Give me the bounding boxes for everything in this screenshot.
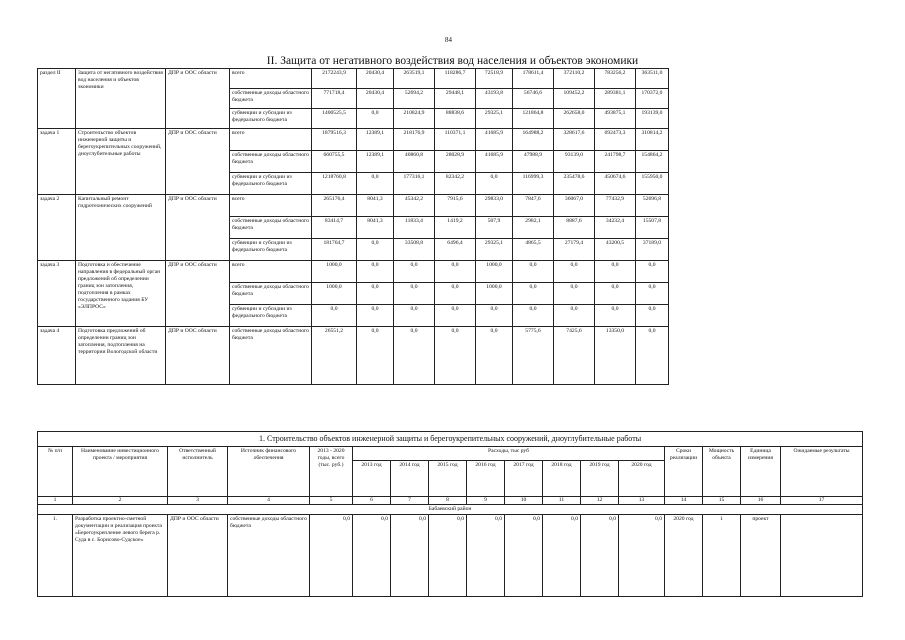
detail-row [38,515,863,597]
funding-source: всего [230,69,312,89]
header-source: Источник финансового обеспечения [228,447,310,497]
amount-cell: 0,0 [312,305,357,327]
amount-cell: 52694,2 [394,89,435,109]
funding-source: собственные доходы областного бюджета [230,151,312,173]
amount-cell: 660755,5 [312,151,357,173]
amount-cell: 40860,8 [394,151,435,173]
amount-cell: 771718,4 [312,89,357,109]
amount-cell: 0,0 [595,305,636,327]
header-capacity: Мощность объекта [703,447,741,497]
summary-row [38,261,669,283]
amount-cell: 0,0 [394,305,435,327]
project-executor: ДПР и ООС области [168,515,228,597]
detail-section-title: 1. Строительство объектов инженерной защиты и берегоукрепительных сооружений, дноуглубительные работы [38,432,863,447]
block-code: задача 1 [38,129,76,195]
header-results: Ожидаемые результаты [781,447,863,497]
amount-cell: 7915,6 [435,195,476,217]
column-number: 3 [168,497,228,505]
amount-cell: 27179,4 [554,239,595,261]
amount-cell: 8887,6 [554,217,595,239]
amount-cell: 72518,9 [476,69,513,89]
detail-table [37,431,863,597]
header-year: 2020 год [619,461,665,497]
amount-cell: 8041,3 [357,195,394,217]
header-year: 2016 год [467,461,505,497]
amount-cell: 5775,6 [513,327,554,385]
amount-cell: 15507,8 [636,217,669,239]
header-unit: Единица измерения [741,447,781,497]
amount-cell: 41685,9 [476,151,513,173]
column-number: 10 [505,497,543,505]
amount-cell: 0,0 [476,305,513,327]
amount-cell: 4865,5 [513,239,554,261]
project-capacity: 1 [703,515,741,597]
amount-cell: 0,0 [357,173,394,195]
amount-cell: 235478,6 [554,173,595,195]
block-executor: ДПР и ООС области [166,261,230,327]
column-number: 9 [467,497,505,505]
amount-cell: 37189,0 [636,239,669,261]
block-executor: ДПР и ООС области [166,69,230,129]
column-number: 5 [310,497,353,505]
block-name: Подготовка предложений об определении границ зон затопления, подтопления на территории Вологодской области [76,327,166,385]
column-number: 7 [391,497,429,505]
row-number: 1. [38,515,73,597]
header-year: 2013 год [353,461,391,497]
amount-cell: 121864,8 [513,109,554,129]
block-code: задача 4 [38,327,76,385]
block-code: раздел II [38,69,76,129]
amount-cell: 11833,4 [394,217,435,239]
amount-cell: 372110,2 [554,69,595,89]
amount-cell: 0,0 [467,515,505,597]
amount-cell: 0,0 [357,283,394,305]
column-number: 17 [781,497,863,505]
block-name: Подготовка и обеспечение направления в федеральный орган предложений об определении границ зон затопления, подтопления в рамках государственного задания БУ «ЭЛПРОС» [76,261,166,327]
amount-cell: 218176,9 [394,129,435,151]
amount-cell: 0,0 [357,109,394,129]
amount-cell: 0,0 [476,327,513,385]
column-number: 12 [581,497,619,505]
header-year: 2014 год [391,461,429,497]
amount-cell: 26551,2 [312,327,357,385]
amount-cell: 43193,8 [476,89,513,109]
amount-cell: 93139,0 [554,151,595,173]
amount-cell: 0,0 [394,327,435,385]
amount-cell: 2982,1 [513,217,554,239]
block-name: Капитальный ремонт гидротехнических сооружений [76,195,166,261]
amount-cell: 265176,4 [312,195,357,217]
amount-cell: 0,0 [554,261,595,283]
funding-source: субвенции и субсидии из федерального бюджета [230,109,312,129]
summary-row [38,195,669,217]
amount-cell: 0,0 [429,515,467,597]
amount-cell: 0,0 [391,515,429,597]
amount-cell: 56746,6 [513,89,554,109]
amount-cell: 1218760,8 [312,173,357,195]
funding-source: всего [230,261,312,283]
amount-cell: 36067,0 [554,195,595,217]
header-expenses: Расходы, тыс руб [353,447,665,461]
amount-cell: 0,0 [435,305,476,327]
amount-cell: 263519,1 [394,69,435,89]
amount-cell: 0,0 [476,173,513,195]
amount-cell: 0,0 [435,327,476,385]
amount-cell: 164988,2 [513,129,554,151]
amount-cell: 43200,5 [595,239,636,261]
amount-cell: 82342,2 [435,173,476,195]
amount-cell: 6496,4 [435,239,476,261]
amount-cell: 1000,0 [312,283,357,305]
amount-cell: 118286,7 [435,69,476,89]
header-year: 2017 год [505,461,543,497]
amount-cell: 0,0 [581,515,619,597]
amount-cell: 12389,1 [357,151,394,173]
amount-cell: 507,9 [476,217,513,239]
amount-cell: 116999,3 [513,173,554,195]
amount-cell: 0,0 [357,261,394,283]
amount-cell: 1419,2 [435,217,476,239]
funding-source: всего [230,195,312,217]
amount-cell: 7425,6 [554,327,595,385]
amount-cell: 0,0 [619,515,665,597]
amount-cell: 28028,9 [435,151,476,173]
amount-cell: 34232,4 [595,217,636,239]
amount-cell: 1400525,5 [312,109,357,129]
amount-cell: 0,0 [513,305,554,327]
amount-cell: 493875,1 [595,109,636,129]
header-year: 2018 год [543,461,581,497]
column-number: 2 [73,497,168,505]
block-executor: ДПР и ООС области [166,195,230,261]
amount-cell: 289381,1 [595,89,636,109]
amount-cell: 0,0 [435,283,476,305]
amount-cell: 13350,0 [595,327,636,385]
amount-cell: 0,0 [554,305,595,327]
amount-cell: 328617,6 [554,129,595,151]
column-number: 16 [741,497,781,505]
region-label: Бабаевский район [38,505,863,515]
amount-cell: 178611,4 [513,69,554,89]
funding-source: собственные доходы областного бюджета [230,283,312,305]
amount-cell: 47988,9 [513,151,554,173]
block-executor: ДПР и ООС области [166,129,230,195]
header-year: 2019 год [581,461,619,497]
amount-cell: 154864,2 [636,151,669,173]
amount-cell: 110371,1 [435,129,476,151]
funding-source: собственные доходы областного бюджета [230,89,312,109]
summary-table [37,68,669,385]
amount-cell: 241798,7 [595,151,636,173]
block-executor: ДПР и ООС области [166,327,230,385]
column-number: 1 [38,497,73,505]
amount-cell: 210824,9 [394,109,435,129]
header-terms: Сроки реализации [665,447,703,497]
column-number: 8 [429,497,467,505]
amount-cell: 52696,8 [636,195,669,217]
amount-cell: 33508,8 [394,239,435,261]
amount-cell: 0,0 [636,261,669,283]
summary-row [38,129,669,151]
header-name: Наименование инвестиционного проекта / мероприятия [73,447,168,497]
amount-cell: 1000,0 [476,261,513,283]
page-number: 84 [445,36,452,44]
amount-cell: 262658,0 [554,109,595,129]
amount-cell: 170372,0 [636,89,669,109]
summary-row [38,69,669,89]
amount-cell: 310814,2 [636,129,669,151]
amount-cell: 1000,0 [312,261,357,283]
project-terms: 2020 год [665,515,703,597]
amount-cell: 363511,0 [636,69,669,89]
block-name: Защита от негативного воздействия вод населения и объектов экономики [76,69,166,129]
amount-cell: 7847,6 [513,195,554,217]
summary-row [38,327,669,385]
amount-cell: 193139,0 [636,109,669,129]
amount-cell: 0,0 [357,327,394,385]
amount-cell: 0,0 [543,515,581,597]
amount-cell: 0,0 [636,305,669,327]
amount-cell: 20430,4 [357,89,394,109]
column-number: 14 [665,497,703,505]
project-name: Разработка проектно-сметной документации и реализация проекта «Берегоукрепление левого берега р. Суда в с. Борисово-Судское» [73,515,168,597]
amount-cell: 450674,6 [595,173,636,195]
amount-cell: 692473,3 [595,129,636,151]
amount-cell: 0,0 [353,515,391,597]
amount-cell: 155950,0 [636,173,669,195]
amount-cell: 0,0 [357,239,394,261]
amount-cell: 0,0 [513,261,554,283]
amount-cell: 41685,9 [476,129,513,151]
amount-cell: 83414,7 [312,217,357,239]
block-code: задача 2 [38,195,76,261]
funding-source: субвенции и субсидии из федерального бюджета [230,173,312,195]
column-number: 6 [353,497,391,505]
block-name: Строительство объектов инженерной защиты и берегоукрепительных сооружений, дноуглубительные работы [76,129,166,195]
funding-source: всего [230,129,312,151]
amount-cell: 0,0 [513,283,554,305]
header-num: № п/п [38,447,73,497]
header-executor: Ответственный исполнитель [168,447,228,497]
column-number: 11 [543,497,581,505]
amount-cell: 0,0 [636,327,669,385]
amount-cell: 177316,1 [394,173,435,195]
amount-cell: 0,0 [394,261,435,283]
amount-cell: 1879516,3 [312,129,357,151]
amount-cell: 1000,0 [476,283,513,305]
amount-cell: 29325,1 [476,109,513,129]
funding-source: субвенции и субсидии из федерального бюджета [230,305,312,327]
amount-cell: 29325,1 [476,239,513,261]
amount-cell: 0,0 [310,515,353,597]
amount-cell: 12389,1 [357,129,394,151]
amount-cell: 783256,2 [595,69,636,89]
amount-cell: 0,0 [554,283,595,305]
amount-cell: 2172243,9 [312,69,357,89]
amount-cell: 0,0 [636,283,669,305]
amount-cell: 29833,0 [476,195,513,217]
amount-cell: 8041,3 [357,217,394,239]
funding-source: собственные доходы областного бюджета [230,217,312,239]
amount-cell: 0,0 [394,283,435,305]
block-code: задача 3 [38,261,76,327]
amount-cell: 109452,2 [554,89,595,109]
amount-cell: 181764,7 [312,239,357,261]
amount-cell: 0,0 [435,261,476,283]
amount-cell: 20430,4 [357,69,394,89]
column-number: 4 [228,497,310,505]
amount-cell: 45342,2 [394,195,435,217]
page-title: II. Защита от негативного воздействия вод населения и объектов экономики [266,55,639,67]
column-number: 13 [619,497,665,505]
funding-source: субвенции и субсидии из федерального бюджета [230,239,312,261]
project-unit: проект [741,515,781,597]
header-year: 2015 год [429,461,467,497]
amount-cell: 0,0 [595,261,636,283]
header-total: 2013 - 2020 годы, всего (тыс. руб.) [310,447,353,497]
amount-cell: 77432,9 [595,195,636,217]
project-results [781,515,863,597]
amount-cell: 88838,6 [435,109,476,129]
amount-cell: 0,0 [595,283,636,305]
amount-cell: 29448,1 [435,89,476,109]
funding-source: собственные доходы областного бюджета [228,515,310,597]
column-number: 15 [703,497,741,505]
funding-source: собственные доходы областного бюджета [230,327,312,385]
amount-cell: 0,0 [505,515,543,597]
amount-cell: 0,0 [357,305,394,327]
